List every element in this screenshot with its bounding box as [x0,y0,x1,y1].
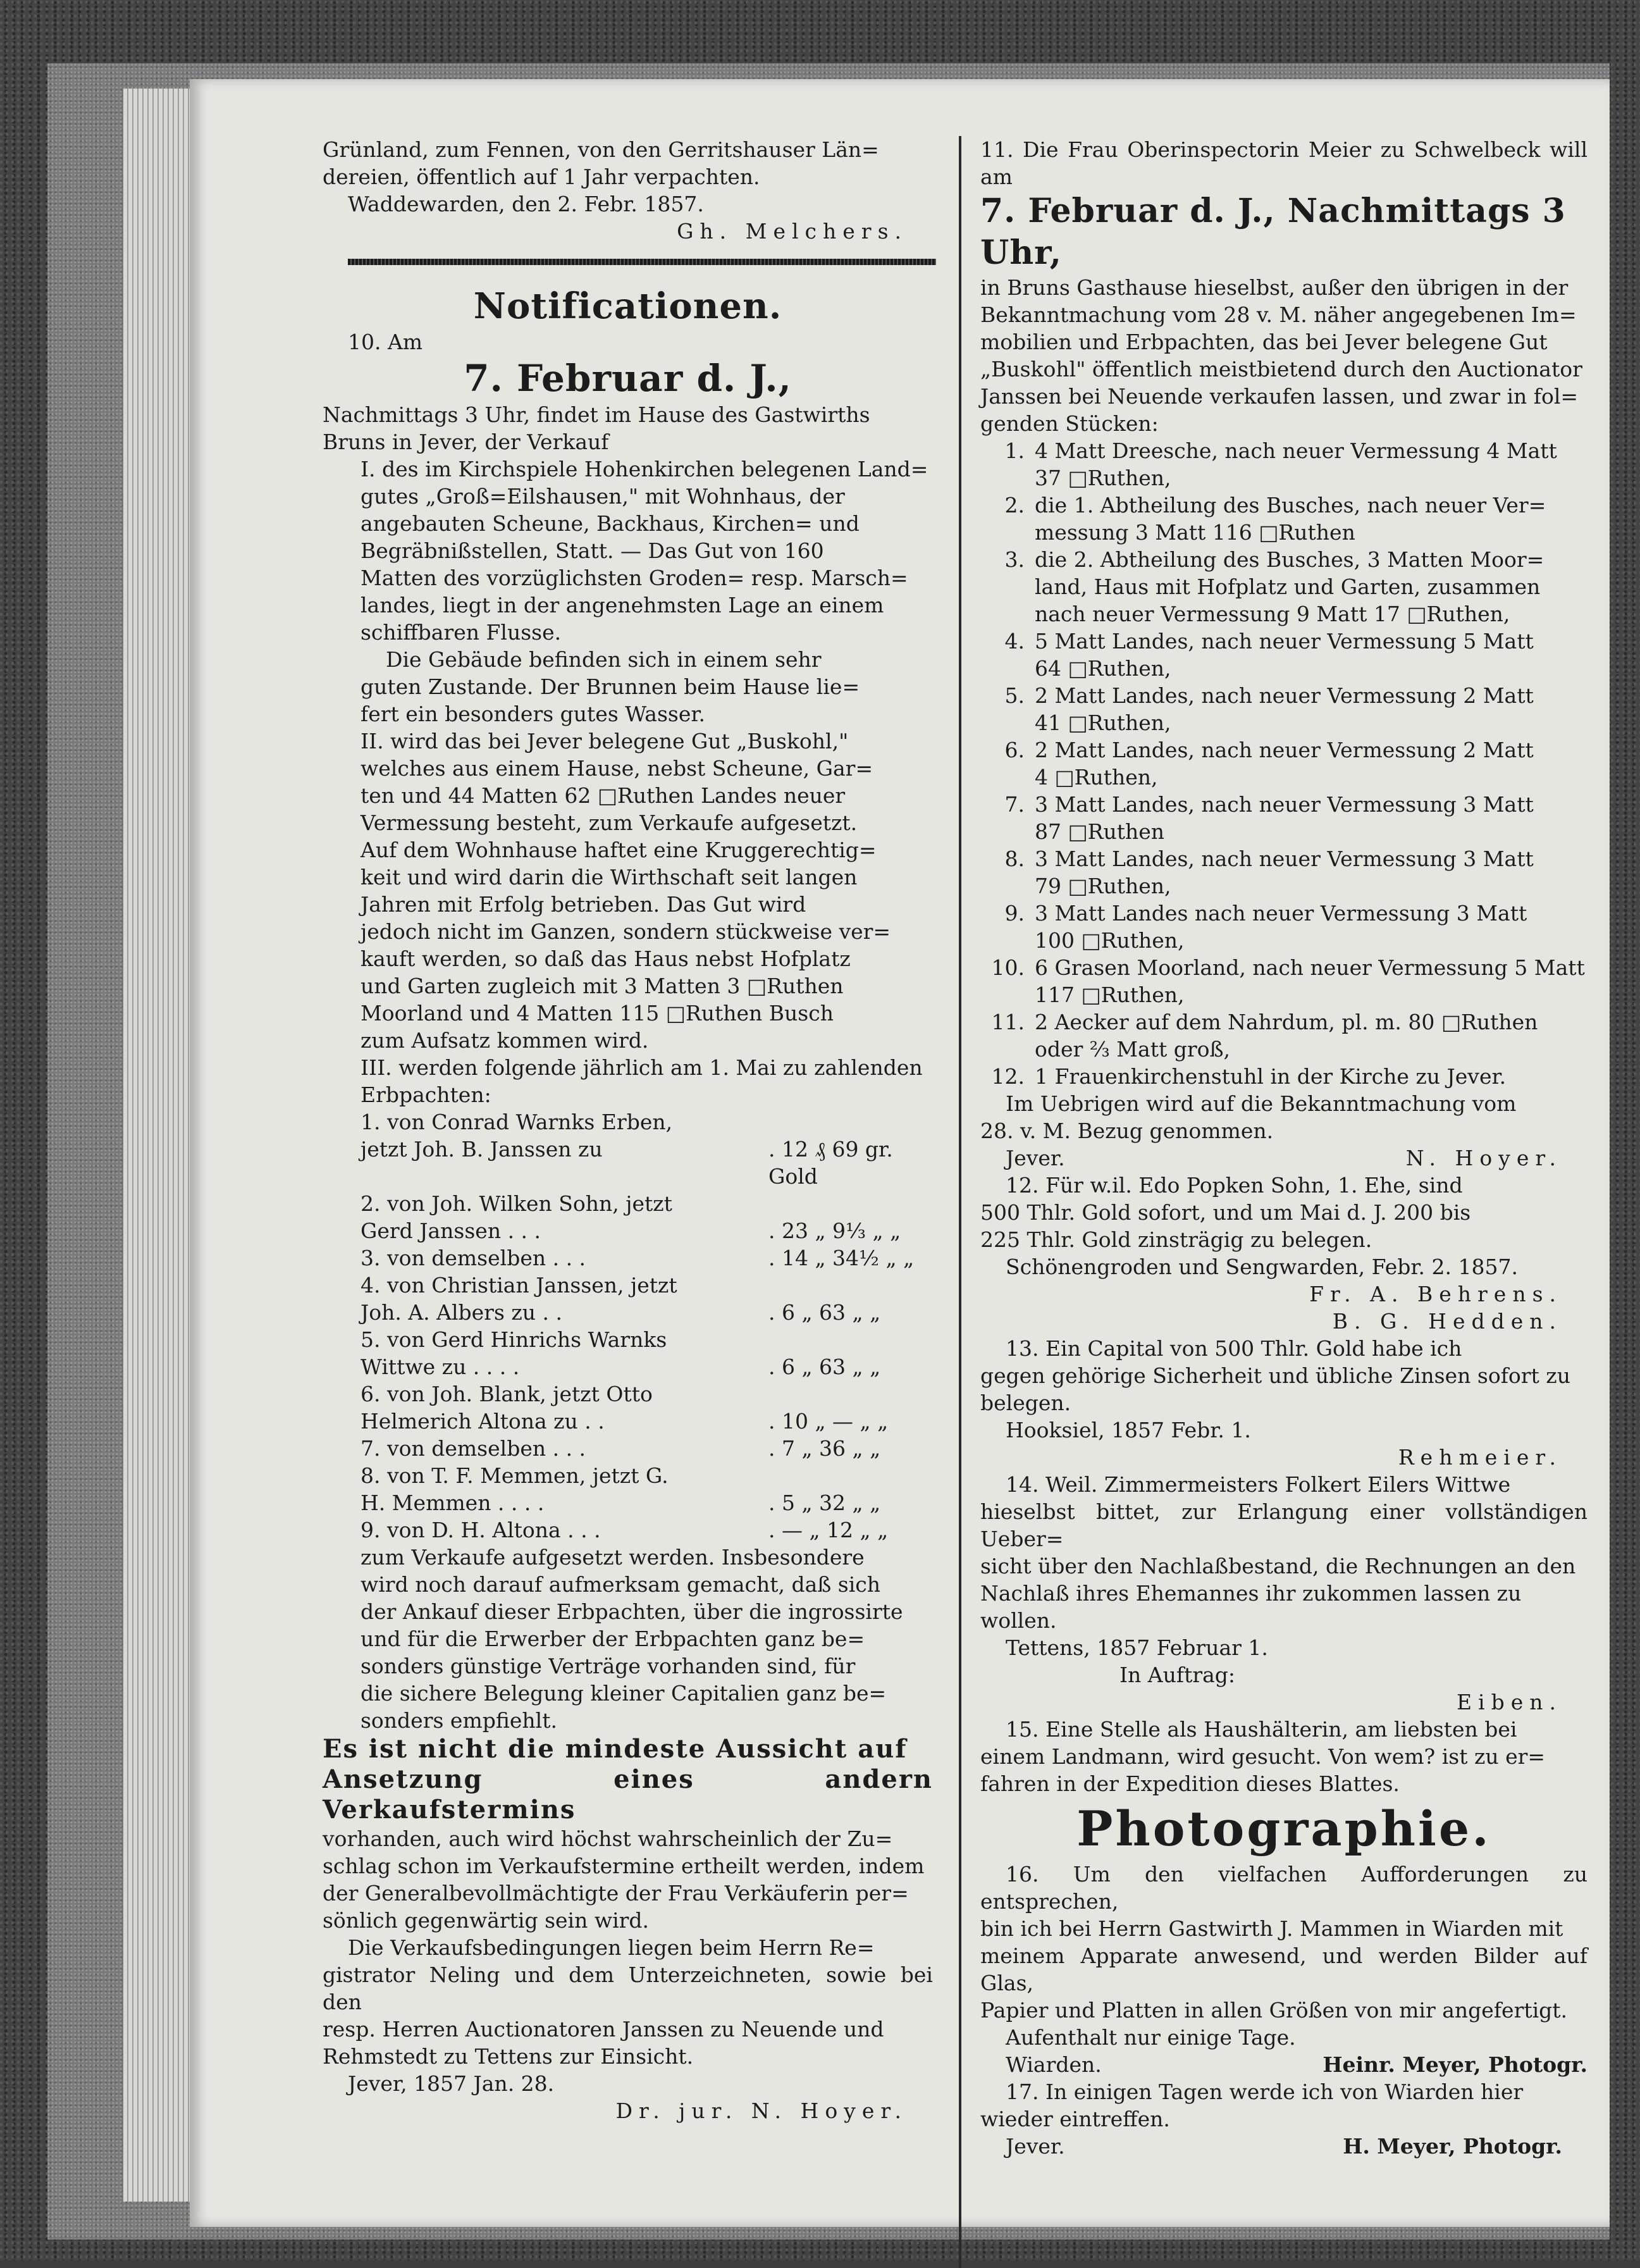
notice-16-closing [980,2051,1588,2078]
item-2-line: kauft werden, so daß das Haus nebst Hofplatz [361,946,851,971]
erbpacht-value [768,1380,933,1408]
list-item-number: 10. [991,955,1025,980]
notice-11-text: mobilien und Erbpachten, das bei Jever belegene Gut [980,330,1548,354]
list-item [980,628,1588,682]
erbpacht-name: 2. von Joh. Wilken Sohn, jetzt [361,1191,672,1216]
erbpacht-name: 6. von Joh. Blank, jetzt Otto [361,1382,653,1406]
list-item-text: messung 3 Matt 116 □Ruthen [1035,520,1355,545]
notice-16-line: Papier und Platten in allen Größen von mir angefertigt. [980,1998,1568,2023]
erbpacht-name: Wittwe zu . . . . [361,1354,520,1379]
list-item [980,437,1588,492]
notice-15-line: 15. Eine Stelle als Haushälterin, am liebsten bei [1006,1717,1517,1742]
conditions-line: Die Verkaufsbedingungen liegen beim Herrn Re= [348,1935,875,1960]
list-item [980,791,1588,845]
item-3-line: Erbpachten: [361,1082,491,1107]
pieces-list [980,437,1588,1090]
erbpacht-row [323,1489,933,1516]
notice-10-date: 7. Februar d. J., [464,357,792,400]
top-line-2: dereien, öffentlich auf 1 Jahr verpachten. [323,164,760,189]
erbpacht-name: 5. von Gerd Hinrichs Warnks [361,1327,667,1352]
notice-14-line: Nachlaß ihres Ehemannes ihr zukommen lassen zu [980,1581,1522,1606]
erbpacht-name: 9. von D. H. Altona . . . [361,1518,601,1542]
item-1-line: Begräbnißstellen, Statt. — Das Gut von 160 [361,538,824,563]
notice-12-signature-1: Fr. A. Behrens. [1309,1282,1562,1306]
notice-15-line: fahren in der Expedition dieses Blattes. [980,1771,1400,1796]
notice-13-line: 13. Ein Capital von 500 Thlr. Gold habe ich [1006,1336,1462,1361]
list-item-number: 12. [991,1064,1025,1089]
list-item-text: land, Haus mit Hofplatz und Garten, zusammen [1035,574,1541,599]
list-item [980,736,1588,791]
list-item-text: 4 □Ruthen, [1035,765,1158,790]
notice-12-line: 12. Für w.il. Edo Popken Sohn, 1. Ehe, sind [1006,1173,1463,1198]
list-item-number: 1. [1004,438,1025,463]
left-column [323,136,933,2124]
list-item-text: 3 Matt Landes, nach neuer Vermessung 3 Matt [1035,846,1534,871]
photographie-title: Photographie. [1076,1800,1491,1857]
item-2-line: Jahren mit Erfolg betrieben. Das Gut wird [361,892,806,917]
erbpacht-table [323,1108,933,1544]
bold-notice-tail: sönlich gegenwärtig sein wird. [323,1908,650,1933]
notice-16-line: Aufenthalt nur einige Tage. [1006,2025,1296,2050]
item-1 [323,455,933,728]
erbpacht-row [323,1408,933,1435]
notice-10-intro-1: Nachmittags 3 Uhr, findet im Hause des Gastwirths [323,402,870,427]
list-item-text: nach neuer Vermessung 9 Matt 17 □Ruthen, [1035,602,1510,626]
erbpacht-row [323,1272,933,1299]
erbpacht-value: . 6 „ 63 „ „ [768,1300,881,1325]
list-item-text: 2 Matt Landes, nach neuer Vermessung 2 Matt [1035,683,1534,708]
notice-11-closing [980,1144,1588,1172]
notice-14-line: wollen. [980,1608,1057,1633]
erbpacht-value: . 14 „ 34½ „ „ [768,1246,915,1270]
erbpacht-value [768,1272,933,1299]
erbpacht-name: 8. von T. F. Memmen, jetzt G. [361,1463,669,1488]
item-3b-line: wird noch darauf aufmerksam gemacht, daß sich [361,1572,881,1597]
erbpacht-name: Joh. A. Albers zu . . [361,1300,562,1325]
page-edges [123,89,193,2202]
notice-13-line: gegen gehörige Sicherheit und übliche Zinsen sofort zu [980,1363,1570,1388]
item-2 [323,728,933,1054]
bold-notice-tail: der Generalbevollmächtigte der Frau Verkäuferin per= [323,1881,909,1905]
notice-10-number: 10. Am [348,330,423,354]
list-item [980,492,1588,546]
top-line-1: Grünland, zum Fennen, von den Gerritshauser Län= [323,137,879,162]
item-1-line: schiffbaren Flusse. [361,620,562,645]
erbpacht-row [323,1217,933,1244]
notice-16-line: bin ich bei Herrn Gastwirth J. Mammen in Wiarden mit [980,1916,1563,1941]
notice-13-place: Hooksiel, 1857 Febr. 1. [1006,1418,1251,1442]
erbpacht-row [323,1136,933,1190]
erbpacht-name: Gerd Janssen . . . [361,1218,541,1243]
item-3b-line: der Ankauf dieser Erbpachten, über die ingrossirte [361,1599,903,1624]
conditions-line: resp. Herren Auctionatoren Janssen zu Neuende und [323,2017,884,2042]
erbpacht-name: 4. von Christian Janssen, jetzt [361,1273,677,1298]
erbpacht-row [323,1244,933,1272]
list-item-text: 1 Frauenkirchenstuhl in der Kirche zu Jever. [1035,1064,1507,1089]
place-date: Waddewarden, den 2. Febr. 1857. [348,192,704,216]
item-1-line: Matten des vorzüglichsten Groden= resp. Marsch= [361,566,908,590]
item-1-line: landes, liegt in der angenehmsten Lage an einem [361,593,884,617]
erbpacht-row [323,1380,933,1408]
notice-14-auftrag: In Auftrag: [1119,1663,1236,1687]
right-column [980,136,1588,2160]
notice-14-line: hieselbst bittet, zur Erlangung einer vollständigen Ueber= [980,1499,1588,1551]
notice-13-line: belegen. [980,1391,1071,1415]
list-item-number: 9. [1004,901,1025,926]
notice-11-tail: Im Uebrigen wird auf die Bekanntmachung vom [1006,1091,1517,1116]
notice-17-line: wieder eintreffen. [980,2107,1170,2131]
notice-14-line: 14. Weil. Zimmermeisters Folkert Eilers Wittwe [1006,1472,1511,1497]
section-divider [348,259,936,265]
notice-11-signature: N. Hoyer. [1405,1146,1562,1170]
notice-11-tail: 28. v. M. Bezug genommen. [980,1119,1274,1143]
list-item [980,954,1588,1008]
item-2-line: Vermessung besteht, zum Verkaufe aufgesetzt. [361,810,858,835]
item-2-line: jedoch nicht im Ganzen, sondern stückweise ver= [361,919,891,944]
list-item-text: die 1. Abtheilung des Busches, nach neuer Ver= [1035,493,1546,517]
item-3b-line: die sichere Belegung kleiner Capitalien ganz be= [361,1681,887,1706]
list-item-text: die 2. Abtheilung des Busches, 3 Matten Moor= [1035,547,1544,572]
conditions-line: gistrator Neling und dem Unterzeichneten, sowie bei den [323,1962,933,2014]
item-2-line: zum Aufsatz kommen wird. [361,1028,649,1053]
notice-11-place: Jever. [1006,1146,1065,1170]
erbpacht-value: . 10 „ — „ „ [768,1409,889,1434]
notice-10-intro-2: Bruns in Jever, der Verkauf [323,430,609,454]
erbpacht-row [323,1516,933,1544]
bold-notice-1: Es ist nicht die mindeste Aussicht auf [323,1734,908,1764]
list-item-text: 2 Aecker auf dem Nahrdum, pl. m. 80 □Ruthen [1035,1010,1538,1034]
bold-notice-tail: schlag schon im Verkaufstermine ertheilt werden, indem [323,1854,925,1878]
closing-place: Jever, 1857 Jan. 28. [348,2071,555,2096]
list-item-number: 11. [991,1010,1025,1034]
erbpacht-value [768,1108,933,1136]
notice-12-place: Schönengroden und Sengwarden, Febr. 2. 1857. [1006,1255,1518,1279]
item-1-line: angebauten Scheune, Backhaus, Kirchen= und [361,511,860,536]
item-1-line: I. des im Kirchspiele Hohenkirchen belegenen Land= [361,457,928,481]
erbpacht-row [323,1108,933,1136]
erbpacht-name: 7. von demselben . . . [361,1436,586,1461]
list-item [980,1063,1588,1090]
erbpacht-row [323,1326,933,1353]
list-item-text: 4 Matt Dreesche, nach neuer Vermessung 4 Matt [1035,438,1557,463]
list-item-text: 3 Matt Landes nach neuer Vermessung 3 Matt [1035,901,1527,926]
notice-16-line: meinem Apparate anwesend, und werden Bilder auf Glas, [980,1943,1588,1995]
conditions-line: Rehmstedt zu Tettens zur Einsicht. [323,2044,694,2069]
item-3-line: III. werden folgende jährlich am 1. Mai zu zahlenden [361,1055,923,1080]
bold-notice-tail: vorhanden, auch wird höchst wahrscheinlich der Zu= [323,1826,893,1851]
erbpacht-row [323,1435,933,1462]
item-1b-line: Die Gebäude befinden sich in einem sehr [386,647,822,672]
item-2-line: welches aus einem Hause, nebst Scheune, Gar= [361,756,873,781]
list-item-number: 3. [1004,547,1025,572]
erbpacht-name: Helmerich Altona zu . . [361,1409,605,1434]
notice-13-signature: Rehmeier. [1398,1445,1562,1470]
notice-16-signature: Heinr. Meyer, Photogr. [1322,2052,1588,2077]
list-item-number: 5. [1004,683,1025,708]
notice-12-line: 500 Thlr. Gold sofort, und um Mai d. J. 200 bis [980,1200,1471,1225]
item-2-line: und Garten zugleich mit 3 Matten 3 □Ruthen [361,974,844,998]
notice-14-line: sicht über den Nachlaßbestand, die Rechnungen an den [980,1554,1576,1578]
list-item-text: 100 □Ruthen, [1035,928,1185,953]
notice-11-text: in Bruns Gasthause hieselbst, außer den übrigen in der [980,275,1569,300]
notice-16-line: 16. Um den vielfachen Aufforderungen zu entsprechen, [980,1862,1588,1914]
notice-15-line: einem Landmann, wird gesucht. Von wem? ist zu er= [980,1744,1546,1769]
erbpacht-name: jetzt Joh. B. Janssen zu [361,1137,603,1162]
erbpacht-row [323,1299,933,1326]
item-2-line: II. wird das bei Jever belegene Gut „Buskohl," [361,729,849,753]
erbpacht-row [323,1462,933,1489]
erbpacht-value: . 23 „ 9⅓ „ „ [768,1218,901,1243]
item-2-line: Moorland und 4 Matten 115 □Ruthen Busch [361,1001,834,1026]
erbpacht-value: . 7 „ 36 „ „ [768,1436,881,1461]
list-item [980,682,1588,736]
list-item-text: 79 □Ruthen, [1035,874,1171,898]
erbpacht-value [768,1462,933,1489]
item-1b-line: guten Zustande. Der Brunnen beim Hause lie= [361,674,860,699]
erbpacht-value [768,1190,933,1217]
list-item-number: 2. [1004,493,1025,517]
erbpacht-name: 3. von demselben . . . [361,1246,586,1270]
erbpacht-value [768,1326,933,1353]
list-item-number: 6. [1004,738,1025,762]
signature-melchers: Gh. Melchers. [677,219,908,244]
notice-17-signature: H. Meyer, Photogr. [1343,2134,1562,2159]
list-item-text: 2 Matt Landes, nach neuer Vermessung 2 Matt [1035,738,1534,762]
list-item-text: 41 □Ruthen, [1035,710,1171,735]
erbpacht-name: H. Memmen . . . . [361,1490,545,1515]
item-3b-line: zum Verkaufe aufgesetzt werden. Insbesondere [361,1545,865,1570]
item-3 [323,1054,933,1108]
list-item-text: 64 □Ruthen, [1035,656,1171,681]
notice-11-text: „Buskohl" öffentlich meistbietend durch den Auctionator [980,357,1582,381]
item-2-line: ten und 44 Matten 62 □Ruthen Landes neuer [361,783,846,808]
list-item [980,546,1588,628]
item-1b-line: fert ein besonders gutes Wasser. [361,702,706,726]
list-item-text: 5 Matt Landes, nach neuer Vermessung 5 Matt [1035,629,1534,654]
notice-11-date: 7. Februar d. J., Nachmittags 3 Uhr, [980,192,1566,272]
erbpacht-value: . 6 „ 63 „ „ [768,1354,881,1379]
erbpacht-value: . 5 „ 32 „ „ [768,1490,881,1515]
list-item-number: 8. [1004,846,1025,871]
list-item-text: 6 Grasen Moorland, nach neuer Vermessung 5 Matt [1035,955,1585,980]
list-item-text: 3 Matt Landes, nach neuer Vermessung 3 Matt [1035,792,1534,817]
list-item-text: oder ⅔ Matt groß, [1035,1037,1231,1062]
item-3b-line: sonders empfiehlt. [361,1708,557,1733]
list-item-text: 117 □Ruthen, [1035,982,1185,1007]
erbpacht-row [323,1190,933,1217]
item-3b-line: und für die Erwerber der Erbpachten ganz be= [361,1627,865,1651]
list-item [980,1008,1588,1063]
list-item [980,900,1588,954]
notice-14-signature: Eiben. [1456,1690,1562,1714]
closing-signature: Dr. jur. N. Hoyer. [615,2098,908,2123]
column-rule [959,136,961,2268]
item-3b [323,1544,933,1734]
erbpacht-value: . — „ 12 „ „ [768,1518,889,1542]
item-2-line: keit und wird darin die Wirthschaft seit langen [361,865,858,889]
list-item-number: 4. [1004,629,1025,654]
notice-17-closing [980,2133,1588,2160]
list-item-text: 87 □Ruthen [1035,819,1165,844]
item-3b-line: sonders günstige Verträge vorhanden sind, für [361,1654,856,1678]
notice-11-intro: 11. Die Frau Oberinspectorin Meier zu Schwelbeck will am [980,137,1588,189]
notice-16-place: Wiarden. [1006,2052,1102,2077]
erbpacht-row [323,1353,933,1380]
notice-17-line: 17. In einigen Tagen werde ich von Wiarden hier [1006,2079,1524,2104]
list-item [980,845,1588,900]
item-1-line: gutes „Groß=Eilshausen," mit Wohnhaus, der [361,484,845,509]
notice-12-signature-2: B. G. Hedden. [1332,1309,1562,1334]
notice-17-place: Jever. [1006,2134,1065,2159]
item-2-line: Auf dem Wohnhause haftet eine Kruggerechtig= [361,838,877,862]
notice-11-text: Bekanntmachung vom 28 v. M. näher angegebenen Im= [980,302,1577,327]
bold-notice-2: Ansetzung eines andern Verkaufstermins [323,1764,933,1825]
notice-11-text: Janssen bei Neuende verkaufen lassen, und zwar in fol= [980,384,1579,409]
notice-12-line: 225 Thlr. Gold zinsträgig zu belegen. [980,1227,1372,1252]
notice-11-text: genden Stücken: [980,411,1159,436]
list-item-number: 7. [1004,792,1025,817]
section-title: Notificationen. [473,285,782,327]
erbpacht-value: . 12 ₰ 69 gr. Gold [768,1137,893,1189]
erbpacht-name: 1. von Conrad Warnks Erben, [361,1110,673,1134]
list-item-text: 37 □Ruthen, [1035,466,1171,490]
notice-14-place: Tettens, 1857 Februar 1. [1006,1635,1268,1660]
